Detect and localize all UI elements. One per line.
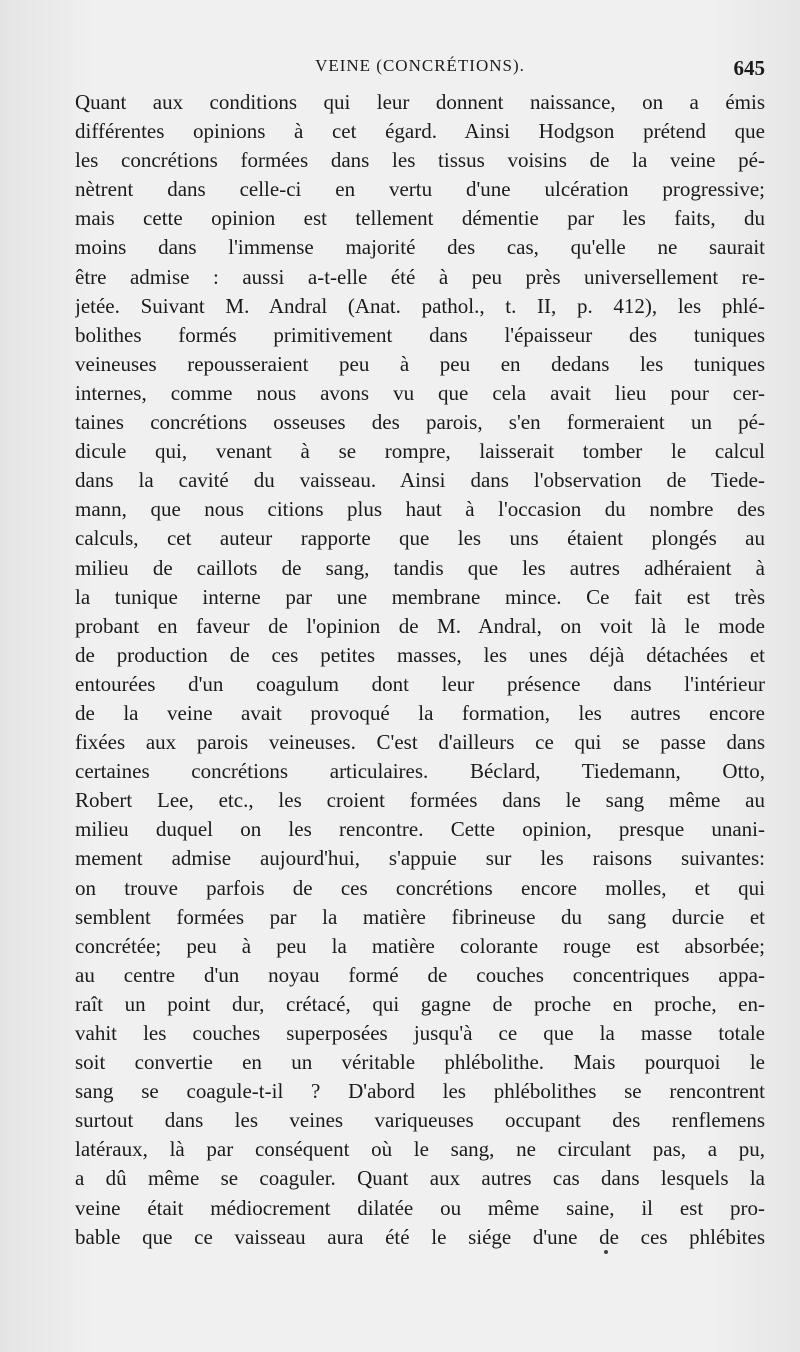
text-line: calculs, cet auteur rapporte que les uns étaient plongés au — [75, 526, 765, 551]
text-line: semblent formées par la matière fibrineuse du sang durcie et — [75, 904, 765, 929]
text-line: vahit les couches superposées jusqu'à ce que la masse totale — [75, 1021, 765, 1045]
text-line: au centre d'un noyau formé de couches concentriques appa- — [75, 962, 765, 987]
text-line: dans la cavité du vaisseau. Ainsi dans l'observation de Tiede- — [75, 468, 765, 493]
text-line: milieu duquel on les rencontre. Cette opinion, presque unani- — [75, 817, 765, 842]
text-line: certaines concrétions articulaires. Béclard, Tiedemann, Otto, — [75, 759, 765, 784]
text-line: on trouve parfois de ces concrétions encore molles, et qui — [75, 875, 765, 900]
text-line: entourées d'un coagulum dont leur présence dans l'intérieur — [75, 671, 765, 696]
text-line: veineuses repousseraient peu à peu en dedans les tuniques — [75, 351, 765, 376]
text-line: concrétée; peu à peu la matière colorante rouge est absorbée; — [75, 933, 765, 958]
text-line: jetée. Suivant M. Andral (Anat. pathol., t. II, p. 412), les phlé- — [75, 293, 765, 318]
text-line: de production de ces petites masses, les unes déjà détachées et — [75, 642, 765, 667]
text-line: différentes opinions à cet égard. Ainsi Hodgson prétend que — [75, 119, 765, 144]
page-header — [75, 56, 765, 86]
text-line: Quant aux conditions qui leur donnent naissance, on a émis — [75, 90, 765, 114]
text-line: dicule qui, venant à se rompre, laisserait tomber le calcul — [75, 439, 765, 464]
text-line: surtout dans les veines variqueuses occupant des renflemens — [75, 1108, 765, 1133]
text-line: latéraux, là par conséquent où le sang, ne circulant pas, a pu, — [75, 1137, 765, 1162]
text-line: être admise : aussi a-t-elle été à peu près universellement re- — [75, 264, 765, 289]
text-line: bable que ce vaisseau aura été le siége d'une de ces phlébites — [75, 1224, 765, 1249]
text-line: bolithes formés primitivement dans l'épaisseur des tuniques — [75, 322, 765, 347]
text-line: de la veine avait provoqué la formation, les autres encore — [75, 700, 765, 725]
ink-speck — [604, 1250, 608, 1254]
text-line: moins dans l'immense majorité des cas, qu'elle ne saurait — [75, 235, 765, 260]
text-line: Robert Lee, etc., les croient formées dans le sang même au — [75, 788, 765, 813]
text-line: nètrent dans celle-ci en vertu d'une ulcération progressive; — [75, 177, 765, 202]
page-number: 645 — [733, 56, 765, 80]
text-line: veine était médiocrement dilatée ou même saine, il est pro- — [75, 1195, 765, 1220]
text-line: probant en faveur de l'opinion de M. Andral, on voit là le mode — [75, 613, 765, 638]
text-line: soit convertie en un véritable phlébolithe. Mais pourquoi le — [75, 1050, 765, 1075]
text-line: taines concrétions osseuses des parois, s'en formeraient un pé- — [75, 410, 765, 435]
text-line: milieu de caillots de sang, tandis que les autres adhéraient à — [75, 555, 765, 580]
running-head: VEINE (CONCRÉTIONS). — [315, 56, 525, 75]
text-line: fixées aux parois veineuses. C'est d'ailleurs ce qui se passe dans — [75, 730, 765, 755]
text-line: mann, que nous citions plus haut à l'occasion du nombre des — [75, 497, 765, 522]
text-line: les concrétions formées dans les tissus voisins de la veine pé- — [75, 148, 765, 173]
text-line: la tunique interne par une membrane mince. Ce fait est très — [75, 584, 765, 609]
text-line: raît un point dur, crétacé, qui gagne de proche en proche, en- — [75, 991, 765, 1016]
text-line: sang se coagule-t-il ? D'abord les phlébolithes se rencontrent — [75, 1079, 765, 1104]
text-line: mais cette opinion est tellement démentie par les faits, du — [75, 206, 765, 231]
text-line: mement admise aujourd'hui, s'appuie sur les raisons suivantes: — [75, 846, 765, 871]
text-line: internes, comme nous avons vu que cela avait lieu pour cer- — [75, 380, 765, 405]
body-text — [75, 88, 765, 1252]
text-line: a dû même se coaguler. Quant aux autres cas dans lesquels la — [75, 1166, 765, 1191]
